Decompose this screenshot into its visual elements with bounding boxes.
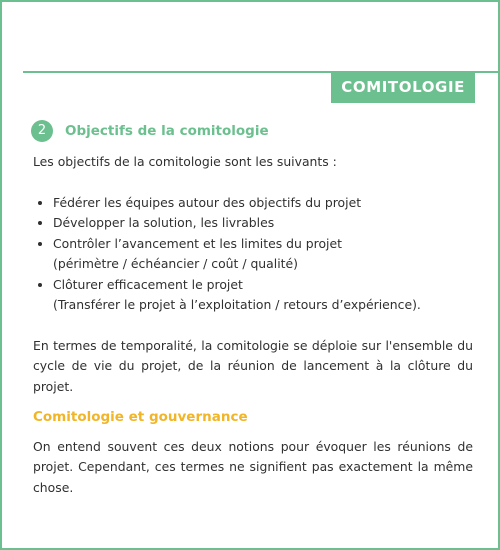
list-item	[53, 213, 473, 234]
content-body	[33, 152, 473, 498]
list-item-text: Clôturer efficacement le projet	[53, 276, 243, 292]
category-badge: COMITOLOGIE	[331, 71, 475, 103]
list-item	[53, 234, 473, 275]
subsection-title: Comitologie et gouvernance	[33, 409, 248, 425]
list-item-text: Développer la solution, les livrables	[53, 215, 275, 230]
list-item	[53, 275, 473, 316]
section-number-badge: 2	[31, 120, 53, 142]
list-item	[53, 193, 473, 214]
objectives-list	[33, 193, 473, 316]
list-item-text: Fédérer les équipes autour des objectifs du projet	[53, 194, 362, 210]
intro-text: Les objectifs de la comitologie sont les suivants :	[33, 154, 337, 169]
section-heading	[31, 120, 269, 142]
list-item-detail: (Transférer le projet à l’exploitation / retours d’expérience).	[53, 297, 421, 312]
temporal-paragraph: En termes de temporalité, la comitologie se déploie sur l'ensemble du cycle de vie du projet, de la réunion de lancement à la clôture du projet.	[33, 337, 473, 394]
section-title: Objectifs de la comitologie	[65, 123, 269, 139]
subsection-paragraph: On entend souvent ces deux notions pour évoquer les réunions de projet. Cependant, ces termes ne signifient pas exactement la même chose.	[33, 438, 473, 495]
list-item-text: Contrôler l’avancement et les limites du projet	[53, 235, 342, 251]
list-item-detail: (périmètre / échéancier / coût / qualité)	[53, 256, 298, 271]
